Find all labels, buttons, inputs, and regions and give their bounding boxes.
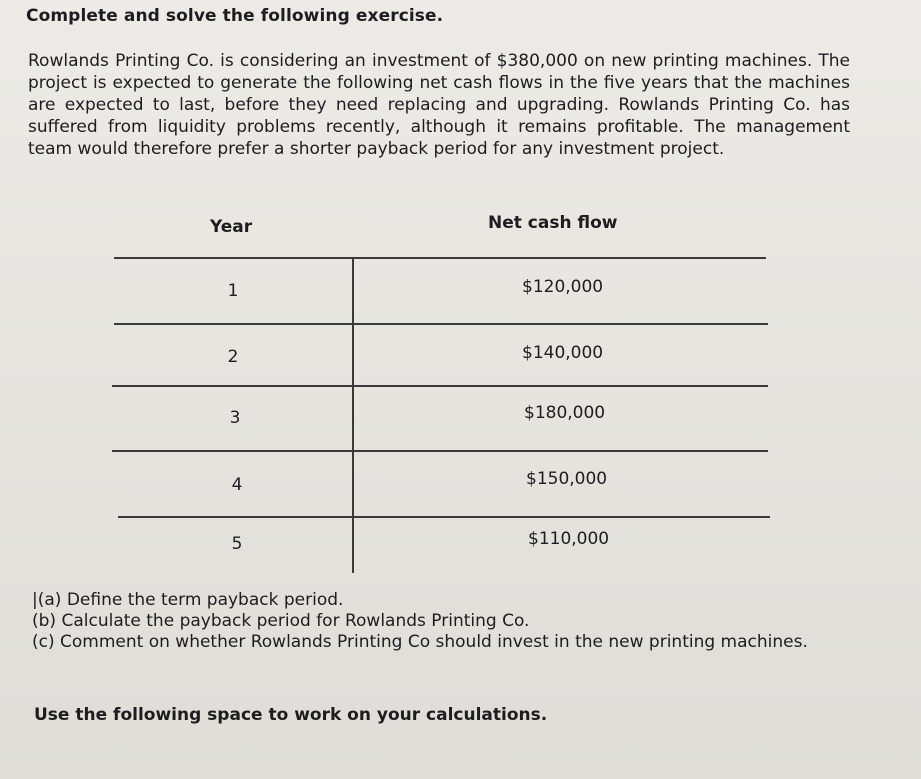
table-row-5-year: 5 [231,534,243,554]
table-row-4-year: 4 [231,475,243,495]
table-row-1-year: 1 [227,281,239,301]
table-row-4-cash-flow: $150,000 [526,469,608,489]
scenario-paragraph: Rowlands Printing Co. is considering an investment of $380,000 on new printing machines. The project is expected to generate the following net cash flows in the five years that the machines are expected to last, before they need replacing and upgrading. Rowlands Printing Co. has suffered from liquidity problems recently, although it remains profitable. The management team would therefore prefer a shorter payback period for any investment project. [28,51,850,159]
table-column-divider [352,257,354,573]
table-row-3-cash-flow: $180,000 [524,403,606,423]
question-list [32,590,877,653]
table-row-5-cash-flow: $110,000 [528,529,610,549]
net-cash-flow-column-header: Net cash flow [488,213,618,233]
table-row-divider [112,450,768,452]
table-row-divider [118,516,770,518]
question-b: (b) Calculate the payback period for Rowlands Printing Co. [32,611,530,631]
year-column-header: Year [210,217,253,237]
table-row-divider [114,323,768,325]
table-row-2-year: 2 [227,347,239,367]
cash-flow-table [110,205,770,573]
table-row-1-cash-flow: $120,000 [522,277,604,297]
question-c: (c) Comment on whether Rowlands Printing Co should invest in the new printing machines. [32,632,808,652]
table-row-divider [112,385,768,387]
table-row-2-cash-flow: $140,000 [522,343,604,363]
table-row-3-year: 3 [229,408,241,428]
question-a: |(a) Define the term payback period. [32,590,344,610]
calculation-space-instruction: Use the following space to work on your calculations. [34,705,548,725]
exercise-heading: Complete and solve the following exercise. [26,6,444,26]
table-header-divider [114,257,766,259]
